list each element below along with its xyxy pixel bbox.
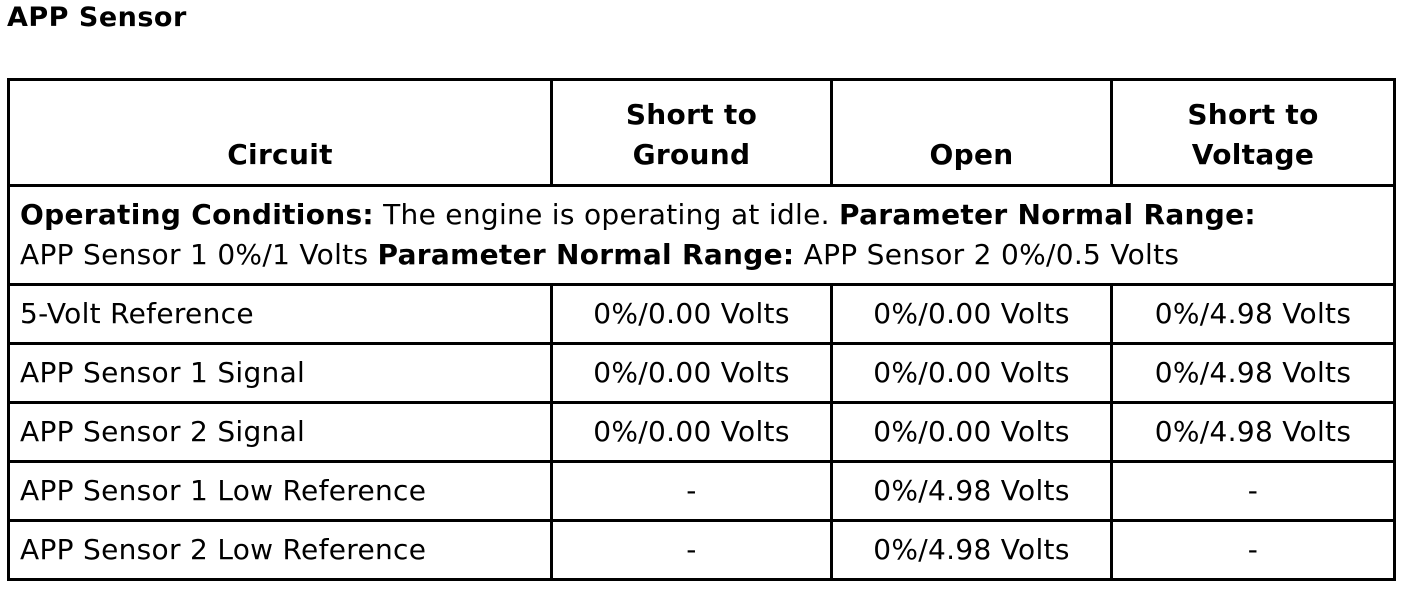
circuit-cell: APP Sensor 1 Low Reference [9, 462, 552, 521]
table-row [9, 462, 1395, 521]
short-to-ground-cell: - [552, 521, 832, 580]
short-to-ground-cell: 0%/0.00 Volts [552, 344, 832, 403]
circuit-test-table [7, 78, 1396, 581]
parameter-range-text-2: APP Sensor 2 0%/0.5 Volts [794, 238, 1180, 271]
circuit-cell: APP Sensor 1 Signal [9, 344, 552, 403]
table-row [9, 344, 1395, 403]
header-short-to-voltage-line1: Short to [1187, 98, 1319, 131]
header-open-label: Open [929, 138, 1014, 171]
header-open [832, 80, 1112, 186]
open-cell: 0%/0.00 Volts [832, 285, 1112, 344]
short-to-voltage-cell: 0%/4.98 Volts [1112, 344, 1395, 403]
page-title: APP Sensor [7, 2, 187, 33]
parameter-range-label-1: Parameter Normal Range: [839, 198, 1256, 231]
open-cell: 0%/0.00 Volts [832, 344, 1112, 403]
table-row [9, 521, 1395, 580]
operating-conditions-cell [9, 186, 1395, 285]
short-to-ground-cell: 0%/0.00 Volts [552, 403, 832, 462]
header-circuit-label: Circuit [227, 138, 333, 171]
header-short-to-voltage [1112, 80, 1395, 186]
parameter-range-text-1: APP Sensor 1 0%/1 Volts [20, 238, 378, 271]
operating-conditions-label: Operating Conditions: [20, 198, 374, 231]
open-cell: 0%/4.98 Volts [832, 462, 1112, 521]
short-to-voltage-cell: - [1112, 462, 1395, 521]
table-row [9, 285, 1395, 344]
short-to-voltage-cell: 0%/4.98 Volts [1112, 403, 1395, 462]
parameter-range-label-2: Parameter Normal Range: [377, 238, 795, 271]
open-cell: 0%/0.00 Volts [832, 403, 1112, 462]
short-to-ground-cell: 0%/0.00 Volts [552, 285, 832, 344]
header-short-to-ground-line1: Short to [625, 98, 758, 131]
header-short-to-ground [552, 80, 832, 186]
circuit-cell: 5-Volt Reference [9, 285, 552, 344]
circuit-cell: APP Sensor 2 Low Reference [9, 521, 552, 580]
table-row [9, 403, 1395, 462]
short-to-voltage-cell: - [1112, 521, 1395, 580]
table-header-row [9, 80, 1395, 186]
conditions-row [9, 186, 1395, 285]
circuit-cell: APP Sensor 2 Signal [9, 403, 552, 462]
short-to-voltage-cell: 0%/4.98 Volts [1112, 285, 1395, 344]
header-short-to-voltage-line2: Voltage [1191, 138, 1315, 171]
open-cell: 0%/4.98 Volts [832, 521, 1112, 580]
short-to-ground-cell: - [552, 462, 832, 521]
header-circuit [9, 80, 552, 186]
operating-conditions-text: The engine is operating at idle. [373, 198, 840, 231]
header-short-to-ground-line2: Ground [632, 138, 751, 171]
